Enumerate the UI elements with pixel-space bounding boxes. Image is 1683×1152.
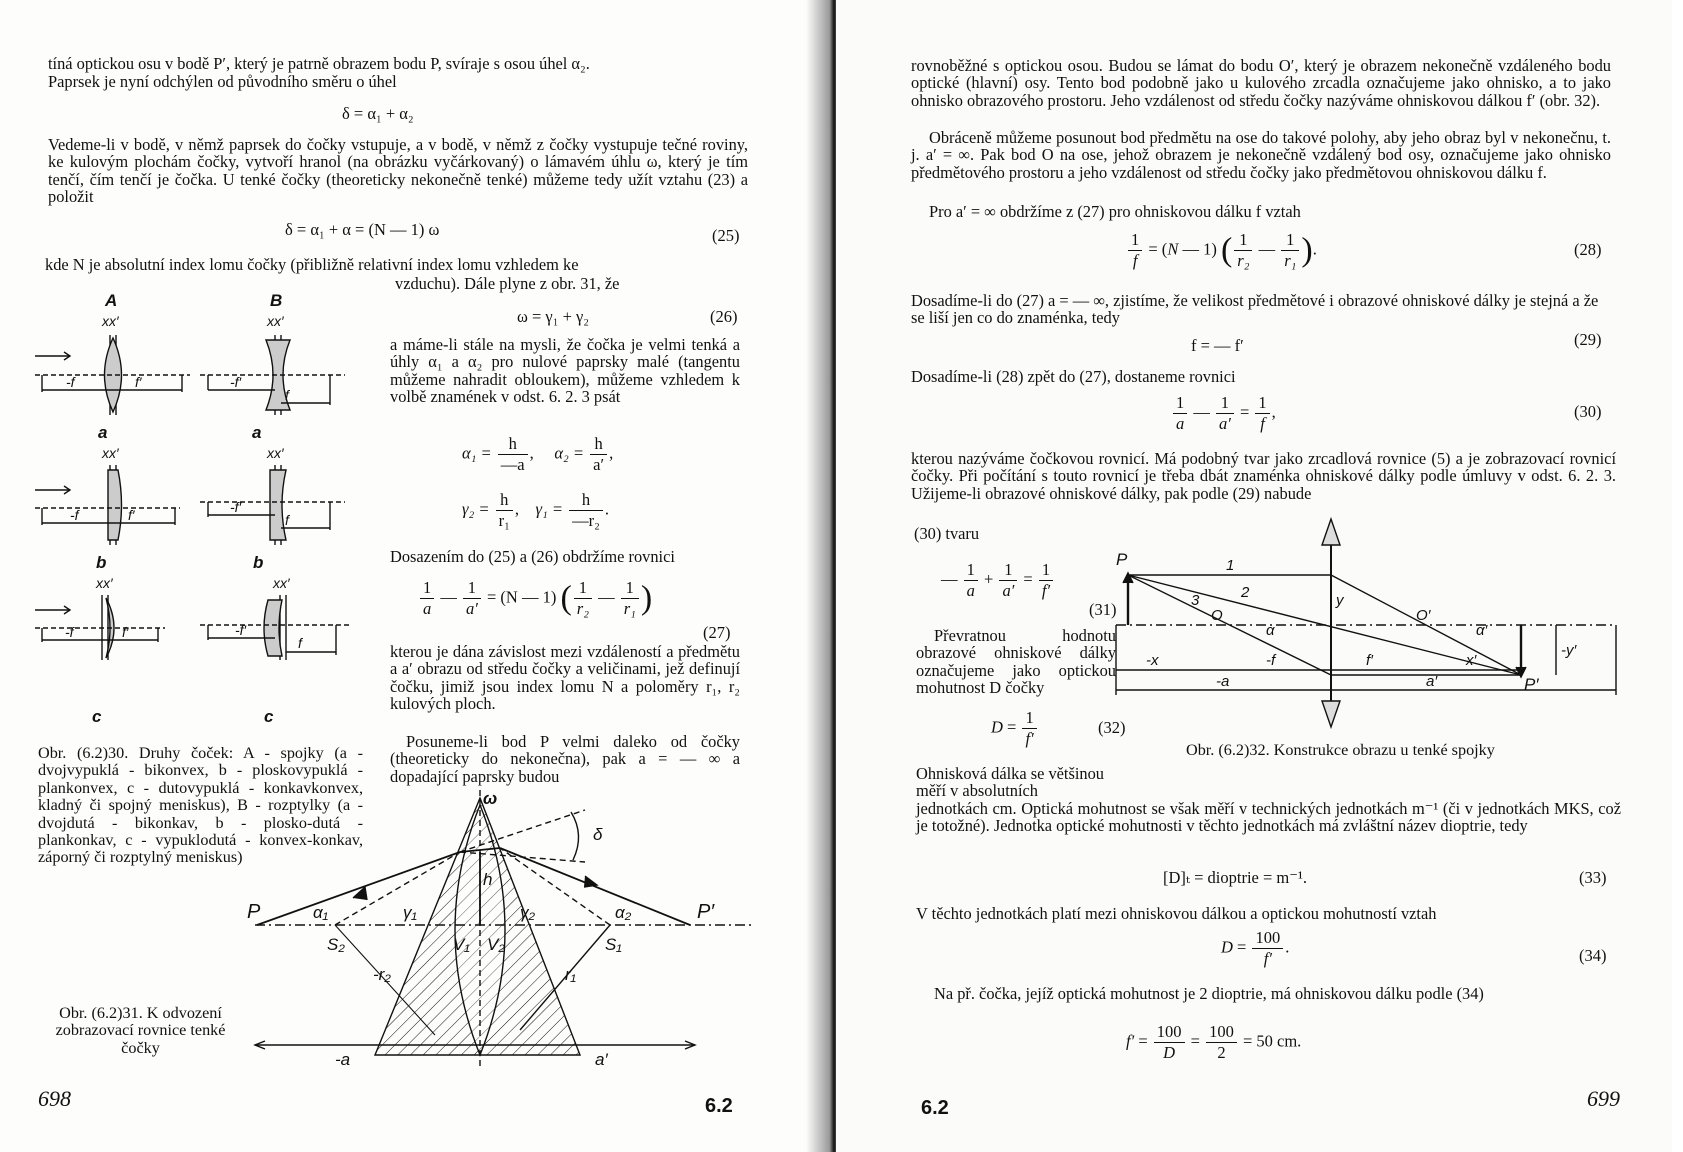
fig31-alpha1: α₁ (313, 903, 329, 922)
fig30-xx-A: xx′ (102, 313, 119, 329)
equation-gamma: γ₂ = $\frac{h}{\text{r₁}}$ , γ₁ = $\frac{h}{\text{—r₂}}$ . (462, 490, 609, 530)
equation-28-number: (28) (1574, 240, 1602, 259)
equation-32-number: (32) (1098, 718, 1126, 737)
right-paragraph-9: V těchto jednotkách platí mezi ohniskovou dálkou a optickou mohutností vztah (916, 904, 1437, 923)
gamma2-den: r₁ (498, 511, 510, 530)
alpha1-den: —a (500, 455, 525, 474)
fig30-f-A-a: -f (66, 374, 75, 390)
fig30-f-A-c: -f (65, 624, 74, 640)
fig31-V1: V₁ (453, 935, 470, 954)
alpha1-fraction (498, 434, 528, 475)
figure-32-image-construction (1116, 515, 1636, 730)
right-paragraph-2: Obráceně můžeme posunout bod předmětu na ose do takové polohy, aby jeho obraz byl v nekonečnu, t. j. a′ = ∞. Pak bod O na ose, jehož obrazem je nekonečně vzdálený bod osy, označujeme jako ohnisko předmětového prostoru a jeho vzdálenost od středu čočky jako předmětovou ohniskovou dálku f. (911, 128, 1611, 182)
right-paragraph-5: Dosadíme-li (28) zpět do (27), dostaneme rovnici (911, 367, 1236, 386)
fig32-ray-1: 1 (1226, 557, 1235, 574)
left-paragraph-2: Vedeme-li v bodě, v němž paprsek do čočky vstupuje, a v bodě, v němž z čočky vystupuje tečné roviny, ke kulovým plochám čočky, vytvoří hranol (na obrázku vyčárkovaný) o lámavém úhlu ω, který je tím tenčí, čím tenčí je čočka. U tenké čočky (theoreticky nekonečně tenké) můžeme tedy užít vztahu (23) a položit (48, 135, 748, 207)
equation-27-middle: = (N — 1) (486, 587, 557, 607)
equation-25: δ = α₁ + α = (N — 1) ω (285, 220, 440, 239)
fig30-xx-A-c: xx′ (96, 575, 113, 591)
left-paragraph-1b: Paprsek je nyní odchýlen od původního směru o úhel (48, 72, 397, 91)
equation-34-number: (34) (1579, 946, 1607, 965)
figure-32-caption: Obr. (6.2)32. Konstrukce obrazu u tenké spojky (1186, 741, 1495, 759)
fig30-lens-B-b (200, 465, 345, 545)
figure-31-caption: Obr. (6.2)31. K odvození zobrazovací rovnice tenké čočky (55, 1004, 226, 1057)
right-page-number: 699 (1587, 1086, 1620, 1111)
left-paragraph-6: kterou je dána závislost mezi vzdáleností a předmětu a a′ obrazu od středu čočky a veličinami, jež definují čočku, jimiž jsou index lomu N a poloměry r₁, r₂ kulových ploch. (390, 642, 740, 714)
fig31-delta: δ (593, 825, 603, 844)
fig30-xx-B: xx′ (267, 313, 284, 329)
fig31-gamma1: γ₁ (403, 903, 417, 922)
equation-27: $\frac{1}{a}$ — $\frac{1}{a'}$ = (N — 1) ( $\frac{1}{\text{r₂}}$ — $\frac{1}{\text{r₁}}$ ) (418, 578, 652, 619)
figure-30-lens-types (30, 290, 375, 730)
fig32-alphaprime: α′ (1476, 622, 1488, 639)
fig32-Oprime: O′ (1416, 607, 1431, 624)
fig31-V2: V₂ (487, 935, 505, 954)
fig30-xx-B-c: xx′ (273, 575, 290, 591)
alpha1-lhs: α₁ = (462, 443, 492, 463)
alpha2-den: a′ (593, 455, 605, 474)
right-page (836, 0, 1672, 1152)
equation-31-number: (31) (1089, 600, 1117, 619)
left-section-number: 6.2 (705, 1095, 733, 1117)
gamma1-den: —r₂ (572, 511, 600, 530)
fig31-S1: S₁ (605, 935, 622, 954)
fig32-aprime: a′ (1426, 673, 1438, 690)
equation-26-number: (26) (710, 307, 738, 326)
equation-26: ω = γ₁ + γ₂ (517, 307, 590, 326)
fig31-P: P (247, 901, 261, 923)
right-paragraph-6: kterou nazýváme čočkovou rovnicí. Má podobný tvar jako zrcadlová rovnice (5) a je zobrazovací rovnicí čočky. Při počítání s touto rovnicí je třeba dbát znaménka ohniskové dálky podle úmluvy v odst. 6. 2. 3. Užijeme-li obrazové ohniskové dálky, pak podle (29) nabude (911, 449, 1616, 503)
fig31-alpha2: α₂ (615, 903, 632, 922)
left-paragraph-7: Posuneme-li bod P velmi daleko od čočky (theoreticky do nekonečna), pak a = — ∞ a dopadající paprsky budou (390, 732, 740, 786)
fig32-minus-f: -f (1266, 652, 1276, 669)
right-paragraph-10: Na př. čočka, jejíž optická mohutnost je 2 dioptrie, má ohniskovou dálku podle (34) (934, 984, 1484, 1003)
right-paragraph-7: Převratnou hodnotu obrazové ohniskové dálky označujeme jako optickou mohutnost D čočky (916, 626, 1116, 698)
fig31-S2: S₂ (327, 935, 345, 954)
fig32-ray-2: 2 (1241, 584, 1250, 601)
fig31-incident-ray (257, 852, 460, 925)
fig31-r1: r₁ (565, 965, 577, 984)
fig32-O: O (1211, 607, 1223, 624)
fig32-ray-3: 3 (1191, 592, 1200, 609)
right-paragraph-1: rovnoběžné s optickou osou. Budou se lámat do bodu O′, který je obrazem nekonečně vzdáleného bodu optické (hlavní) osy. Tento bod podobně jako u kulového zrcadla označujeme jako ohnisko, a to jako ohnisko obrazového prostoru. Jeho vzdálenost od středu čočky nazýváme ohniskovou dálkou f′ (obr. 32). (911, 56, 1611, 110)
left-page-number: 698 (38, 1086, 71, 1111)
fig30-label-a-left: a (98, 423, 108, 442)
gamma1-fraction (569, 490, 603, 531)
equation-33: [D]ₜ = dioptrie = m⁻¹. (1163, 868, 1308, 887)
fig32-P: P (1116, 550, 1128, 569)
gamma2-lhs: γ₂ = (462, 499, 490, 519)
fig31-r2: -r₂ (373, 965, 391, 984)
fig30-fm-B-c: -f′ (235, 622, 247, 638)
left-paragraph-1a: tíná optickou osu v bodě P′, který je patrně obrazem bodu P, svíraje s osou úhel α₂. (48, 54, 590, 73)
alpha2-fraction (590, 434, 607, 475)
fig30-f2-B-a: f (285, 387, 289, 403)
gamma1-num: h (569, 490, 603, 511)
figure-30-caption: Obr. (6.2)30. Druhy čoček: A - spojky (a - dvojvypuklá - bikonvex, b - ploskovypuklá - plankonvex, c - dutovypuklá - konkavkonvex, kladný či spojný meniskus), B - rozptylky (a - dvojdutá - bikonkav, b - plosko-dutá - plankonkav, c - vypuklodutá - konvex-konkav, záporný či rozptylný meniskus) (38, 744, 363, 867)
fig31-minus-a: -a (335, 1050, 351, 1069)
right-paragraph-4: Dosadíme-li do (27) a = — ∞, zjistíme, že velikost předmětové i obrazové ohniskové dálky je stejná a že se liší jen co do znaménka, tedy (911, 291, 1599, 328)
fig31-omega: ω (483, 789, 498, 808)
equation-33-number: (33) (1579, 868, 1607, 887)
equation-30: $\frac{1}{a}$ — $\frac{1}{a'}$ = $\frac{1}{f}$ , (1171, 393, 1276, 434)
equation-29: f = — f′ (1191, 336, 1244, 355)
equation-34: D = $\frac{100}{f'}$ . (1221, 928, 1290, 968)
gamma1-lhs: γ₁ = (535, 499, 563, 519)
fig31-h: h (483, 870, 493, 889)
fig30-lens-A-b (35, 465, 180, 545)
equation-32: D = $\frac{1}{f'}$ (991, 708, 1039, 749)
right-section-number: 6.2 (921, 1097, 949, 1119)
fig30-label-B: B (270, 291, 283, 310)
equation-25-number: (25) (712, 226, 740, 245)
fig32-minus-yprime: -y′ (1561, 642, 1577, 659)
fig31-gamma2: γ₂ (520, 903, 535, 922)
fig30-f-A-b: -f (70, 507, 79, 523)
fig30-xx-A-b: xx′ (102, 445, 119, 461)
right-paragraph-6-end: (30) tvaru (914, 524, 980, 543)
equation-29-number: (29) (1574, 330, 1602, 349)
equation-28: $\frac{1}{f}$ = (N — 1) ( $\frac{1}{\text{r₂}}$ — $\frac{1}{\text{r₁}}$ ). (1126, 230, 1317, 271)
left-page (0, 0, 836, 1152)
equation-delta: δ = α₁ + α₂ (342, 104, 414, 123)
fig30-lens-A-a (35, 335, 190, 415)
fig30-lens-B-a (200, 335, 345, 415)
right-paragraph-8b: jednotkách cm. Optická mohutnost se však měří v technických jednotkách m⁻¹ (či v jednotkách MKS, což je totožné). Jednotka optické mohutnosti v těchto jednotkách má zvláštní název dioptrie, tedy (916, 799, 1621, 836)
fig32-xprime: x′ (1466, 652, 1477, 669)
fig30-fm-B-b: -f′ (230, 499, 242, 515)
equation-final: f′ = $\frac{100}{D}$ = $\frac{100}{2}$ = 50 cm. (1126, 1022, 1302, 1062)
fig32-y: y (1336, 592, 1344, 609)
fig30-label-A: A (105, 291, 118, 310)
fig30-label-b-right: b (253, 553, 264, 572)
equation-31: — $\frac{1}{a}$ + $\frac{1}{a'}$ = $\frac{1}{f'}$ (941, 560, 1055, 601)
fig30-fp-A-a: f′ (135, 374, 142, 390)
fig30-xx-B-b: xx′ (267, 445, 284, 461)
fig32-fprime: f′ (1366, 652, 1373, 669)
fig30-fm-B-a: -f′ (230, 374, 242, 390)
right-paragraph-3: Pro a′ = ∞ obdržíme z (27) pro ohniskovou dálku f vztah (929, 202, 1301, 221)
fig30-fp-A-b: f′ (128, 507, 135, 523)
figure-31-thin-lens-derivation (247, 789, 765, 1080)
gamma2-fraction (496, 490, 513, 531)
fig30-lens-A-c (35, 595, 165, 660)
fig30-label-c-right: c (264, 707, 274, 726)
equation-alpha: α₁ = $\frac{h}{—a}$ , α₂ = $\frac{h}{a'}$ , (462, 434, 614, 474)
right-paragraph-8a: Ohnisková dálka se většinou měří v absolutních (916, 764, 1105, 801)
fig31-aprime: a′ (595, 1050, 608, 1069)
left-paragraph-3a: kde N je absolutní index lomu čočky (přibližně relativní index lomu vzhledem ke (45, 255, 579, 274)
fig30-label-c-left: c (92, 707, 102, 726)
gamma2-num: h (496, 490, 513, 511)
fig30-f2-B-b: f (285, 512, 289, 528)
fig30-fp-A-c: f′ (122, 624, 129, 640)
equation-27-number: (27) (703, 623, 731, 642)
fig32-Pprime: P′ (1524, 675, 1539, 694)
fig30-f2-B-c: f (298, 635, 302, 651)
left-paragraph-4: a máme-li stále na mysli, že čočka je velmi tenká a úhly α₁ a α₂ pro nulové paprsky malé (tangentu můžeme nahradit obloukem), můžeme vzhledem k volbě znamének v odst. 6. 2. 3 psát (390, 335, 740, 407)
fig32-minus-x: -x (1146, 652, 1159, 669)
equation-30-number: (30) (1574, 402, 1602, 421)
fig30-label-a-right: a (252, 423, 262, 442)
fig32-alpha: α (1266, 622, 1275, 639)
fig30-lens-B-c (200, 595, 350, 660)
alpha2-num: h (590, 434, 607, 455)
alpha1-num: h (498, 434, 528, 455)
fig30-label-b-left: b (96, 553, 107, 572)
fig32-minus-a: -a (1216, 673, 1230, 690)
equation-final-tail: = 50 cm. (1242, 1031, 1302, 1051)
alpha2-lhs: α₂ = (554, 443, 585, 463)
fig31-Pprime: P′ (697, 901, 715, 923)
left-paragraph-3b: vzduchu). Dále plyne z obr. 31, že (395, 274, 620, 293)
left-paragraph-5: Dosazením do (25) a (26) obdržíme rovnici (390, 547, 675, 566)
